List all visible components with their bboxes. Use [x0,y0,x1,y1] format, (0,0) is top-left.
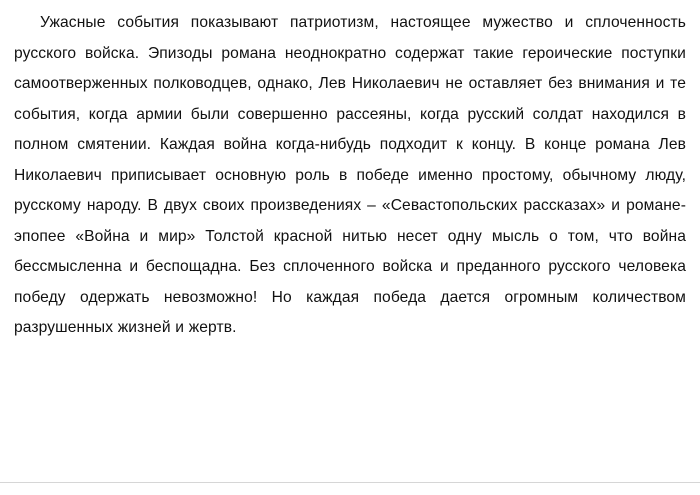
footer-divider [0,482,700,483]
body-paragraph: Ужасные события показывают патриотизм, настоящее мужество и сплоченность русского войска. Эпизоды романа неоднократно содержат такие героические поступки самоотверженных полководцев, однако, Лев Николаевич не оставляет без внимания и те события, когда армии были совершенно рассеяны, когда русский солдат находился в полном смятении. Каждая война когда-нибудь подходит к концу. В конце романа Лев Николаевич приписывает основную роль в победе именно простому, обычному люду, русскому народу. В двух своих произведениях – «Севастопольских рассказах» и романе-эпопее «Война и мир» Толстой красной нитью несет одну мысль о том, что война бессмысленна и беспощадна. Без сплоченного войска и преданного русского человека победу одержать невозможно! Но каждая победа дается огромным количеством разрушенных жизней и жертв. [14,14,686,336]
